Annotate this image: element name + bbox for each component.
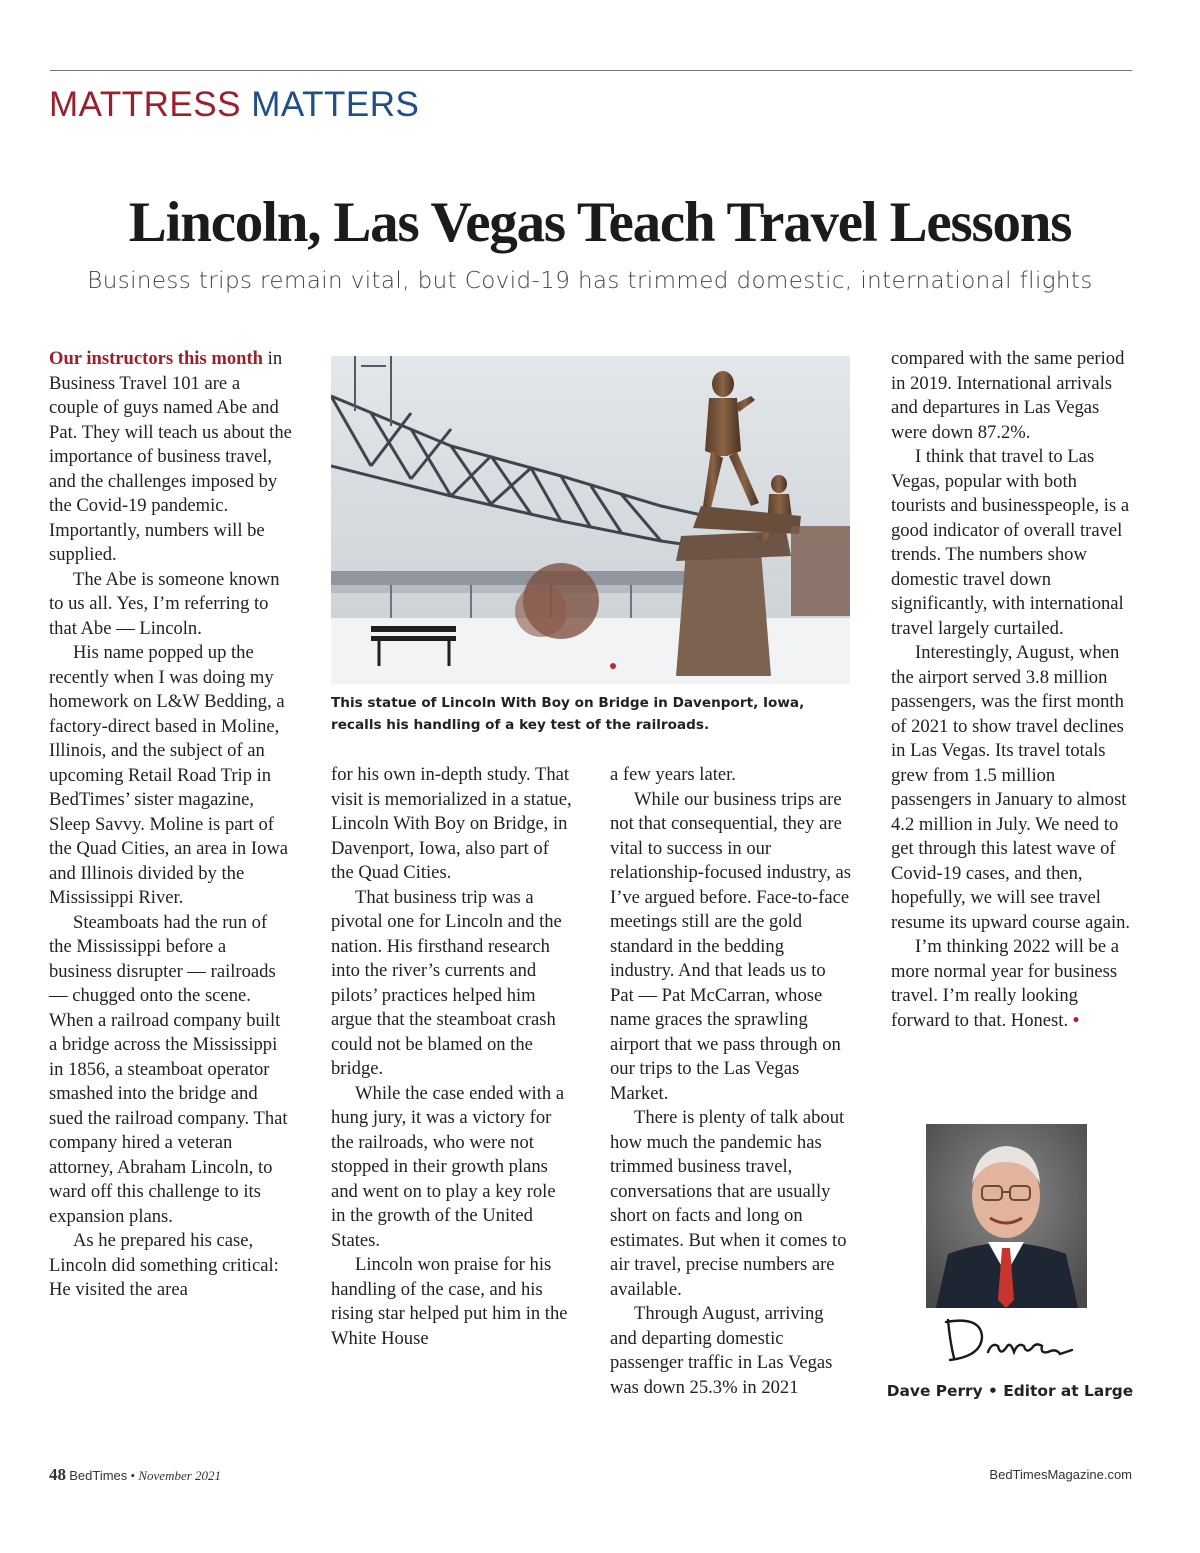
paragraph: Lincoln won praise for his handling of the case, and his rising star helped put him in the White House <box>331 1254 568 1349</box>
paragraph: While the case ended with a hung jury, it was a victory for the railroads, who were not stopped in their growth plans and went on to play a key role in the growth of the United States. <box>331 1082 565 1251</box>
paragraph <box>891 935 1134 1033</box>
photo-caption: This statue of Lincoln With Boy on Bridge in Davenport, Iowa, recalls his handling of a key test of the railroads. <box>331 695 805 733</box>
author-signature <box>940 1312 1080 1368</box>
issue-date: November 2021 <box>138 1468 222 1483</box>
section-label <box>49 84 419 126</box>
end-mark: • <box>1068 1009 1080 1031</box>
paragraph <box>49 347 292 568</box>
article-column-2 <box>331 763 574 1351</box>
paragraph: The Abe is someone known to us all. Yes, I’m referring to that Abe — Lincoln. <box>49 568 280 639</box>
magazine-name: BedTimes <box>69 1468 128 1483</box>
lead-in: Our instructors this month <box>49 348 264 369</box>
paragraph: Through August, arriving and departing domestic passenger traffic in Las Vegas was down 25.3% in 2021 <box>610 1303 833 1398</box>
headline: Lincoln, Las Vegas Teach Travel Lessons <box>128 191 1072 254</box>
page-folio <box>49 1465 221 1486</box>
article-column-3 <box>610 763 853 1400</box>
paragraph: for his own in-depth study. That visit is memorialized in a statue, Lincoln With Boy on Bridge, in Davenport, Iowa, also part of the Quad Cities. <box>331 764 572 883</box>
article-column-4 <box>891 347 1134 1033</box>
paragraph: While our business trips are not that consequential, they are vital to success in our relationship-focused industry, as I’ve argued before. Face-to-face meetings still are the gold standard in the bedding industry. And that leads us to Pat — Pat McCarran, whose name graces the sprawling airport that we pass through on our trips to the Las Vegas Market. <box>610 788 851 1104</box>
paragraph: Steamboats had the run of the Mississippi before a business disrupter — railroads — chugged onto the scene. When a railroad company built a bridge across the Mississippi in 1856, a steamboat operator smashed into the bridge and sued the railroad company. That company hired a veteran attorney, Abraham Lincoln, to ward off this challenge to its expansion plans. <box>49 911 288 1227</box>
paragraph: That business trip was a pivotal one for Lincoln and the nation. His firsthand research into the river’s currents and pilots’ practices helped him argue that the steamboat crash could not be blamed on the bridge. <box>331 886 562 1079</box>
page-number: 48 <box>49 1465 66 1484</box>
website-url: BedTimesMagazine.com <box>989 1467 1132 1482</box>
section-word-mattress: MATTRESS <box>49 85 241 124</box>
statue-photo <box>331 356 850 684</box>
top-rule <box>50 70 1132 71</box>
article-column-1 <box>49 347 292 1303</box>
subheadline: Business trips remain vital, but Covid-19 has trimmed domestic, international flights <box>87 268 1093 294</box>
section-word-matters: MATTERS <box>251 85 420 124</box>
folio-separator: • <box>130 1468 136 1483</box>
paragraph: I think that travel to Las Vegas, popular with both tourists and businesspeople, is a good indicator of overall travel trends. The numbers show domestic travel down significantly, with international travel largely curtailed. <box>891 446 1130 639</box>
paragraph: Interestingly, August, when the airport served 3.8 million passengers, was the first month of 2021 to show travel declines in Las Vegas. Its travel totals grew from 1.5 million passengers in January to almost 4.2 million in July. We need to get through this latest wave of Covid-19 cases, and then, hopefully, we will see travel resume its upward course again. <box>891 642 1131 933</box>
paragraph: compared with the same period in 2019. International arrivals and departures in Las Vegas were down 87.2%. <box>891 348 1125 443</box>
paragraph: As he prepared his case, Lincoln did something critical: He visited the area <box>49 1230 279 1300</box>
paragraph: There is plenty of talk about how much the pandemic has trimmed business travel, conversations that are usually short on facts and long on estimates. But when it comes to air travel, precise numbers are available. <box>610 1107 847 1300</box>
author-portrait <box>926 1124 1087 1308</box>
lincoln-statue-image <box>331 356 850 684</box>
paragraph-text: in Business Travel 101 are a couple of guys named Abe and Pat. They will teach us about the importance of business travel, and the challenges imposed by the Covid-19 pandemic. Importantly, numbers will be supplied. <box>49 348 292 565</box>
author-photo-image <box>926 1124 1087 1308</box>
paragraph-text: I’m thinking 2022 will be a more normal year for business travel. I’m really looking forward to that. Honest. <box>891 936 1119 1031</box>
paragraph: His name popped up the recently when I was doing my homework on L&W Bedding, a factory-direct based in Moline, Illinois, and the subject of an upcoming Retail Road Trip in BedTimes’ sister magazine, Sleep Savvy. Moline is part of the Quad Cities, an area in Iowa and Illinois divided by the Mississippi River. <box>49 642 289 908</box>
paragraph: a few years later. <box>610 764 736 785</box>
author-byline: Dave Perry • Editor at Large <box>886 1382 1134 1400</box>
